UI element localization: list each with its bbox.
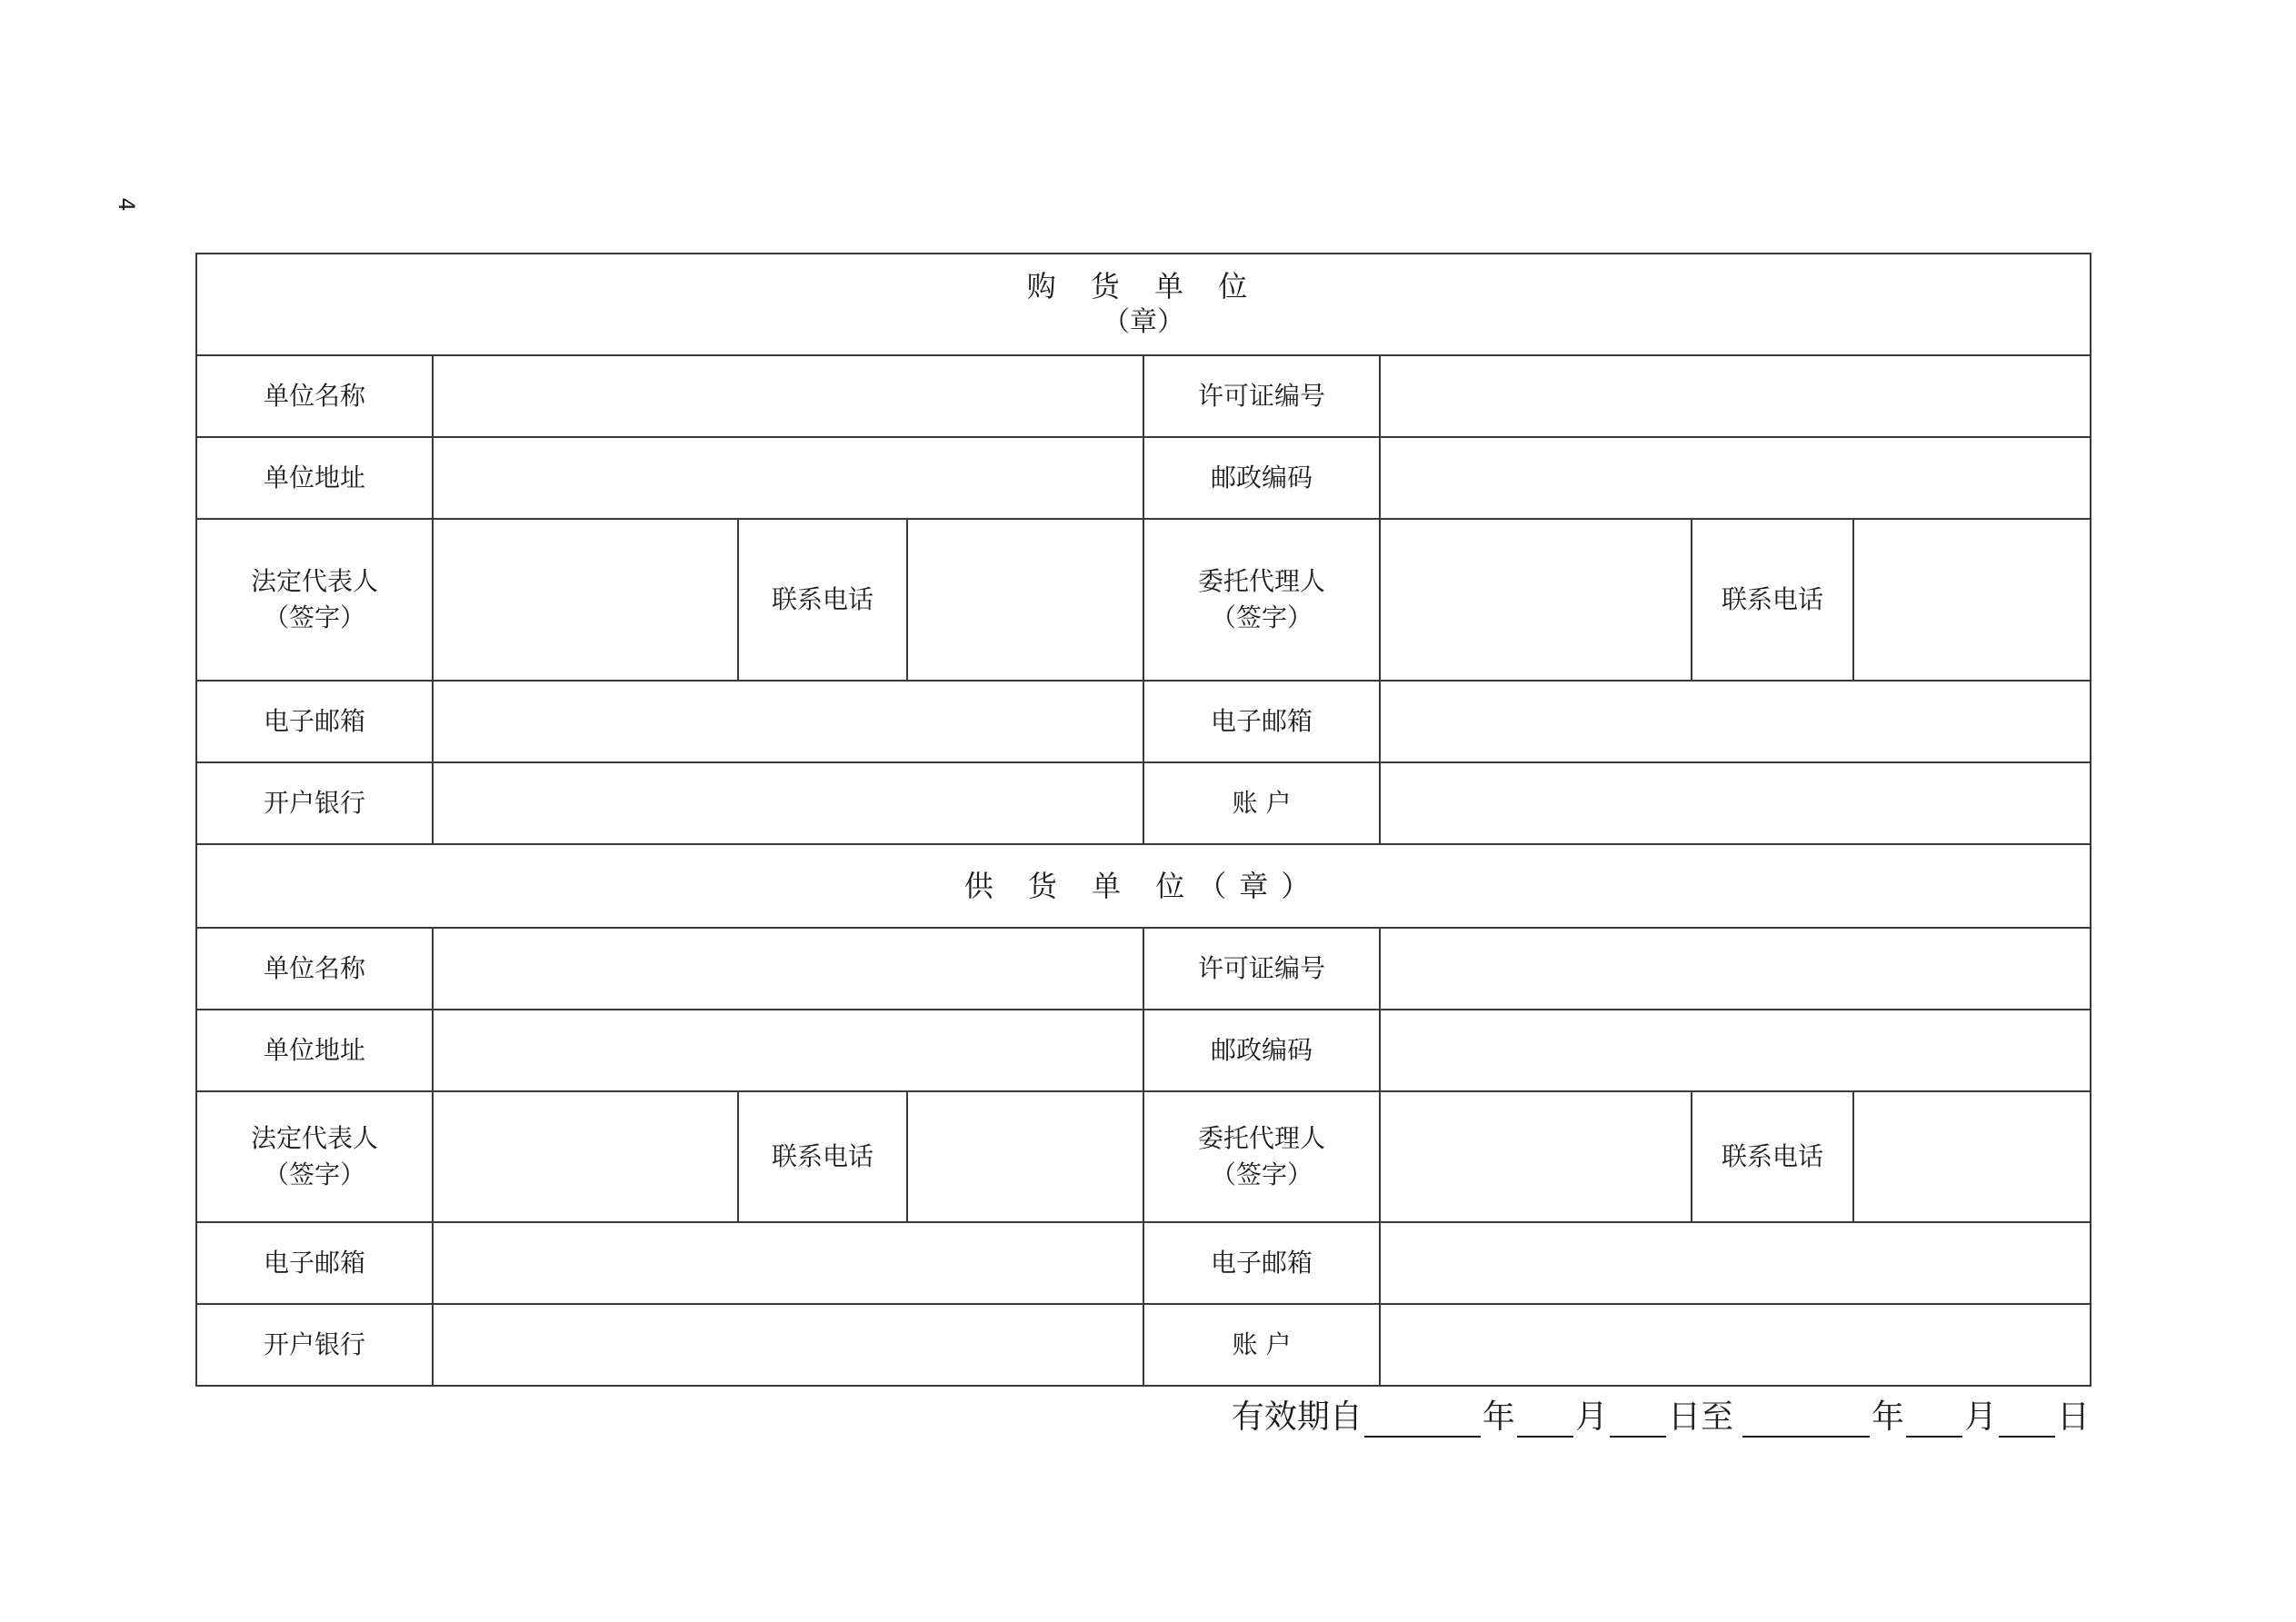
supplier-unit-address-field[interactable] <box>433 1010 1143 1091</box>
purchaser-unit-name-row <box>196 355 2091 437</box>
validity-day-to-label: 日至 <box>1667 1398 1733 1436</box>
supplier-bank-field[interactable] <box>433 1304 1143 1386</box>
supplier-agent-phone-field[interactable] <box>1853 1091 2091 1222</box>
purchaser-unit-address-label: 单位地址 <box>196 437 433 519</box>
purchaser-header-cell <box>196 254 2091 355</box>
purchaser-section-title: 购 货 单 位 <box>1026 269 1261 304</box>
purchaser-header-row <box>196 254 2091 355</box>
supplier-agent-sign-note: （签字） <box>1210 1159 1313 1189</box>
purchaser-agent-phone-label: 联系电话 <box>1692 519 1853 681</box>
purchaser-email-field[interactable] <box>433 681 1143 762</box>
validity-start-year-blank[interactable] <box>1364 1403 1481 1438</box>
purchaser-email-label-right: 电子邮箱 <box>1143 681 1380 762</box>
purchaser-legal-rep-signature-field[interactable] <box>433 519 738 681</box>
purchaser-agent-signature-field[interactable] <box>1380 519 1692 681</box>
supplier-agent-phone-label: 联系电话 <box>1692 1091 1853 1222</box>
purchaser-unit-name-label: 单位名称 <box>196 355 433 437</box>
validity-day2-label: 日 <box>2056 1398 2090 1436</box>
purchaser-postal-code-field[interactable] <box>1380 437 2091 519</box>
purchaser-representative-row <box>196 519 2091 681</box>
validity-month-label: 月 <box>1574 1398 1608 1436</box>
supplier-email-row <box>196 1222 2091 1304</box>
purchaser-unit-name-field[interactable] <box>433 355 1143 437</box>
supplier-agent-signature-field[interactable] <box>1380 1091 1692 1222</box>
purchaser-legal-rep-label-cell <box>196 519 433 681</box>
validity-year2-label: 年 <box>1871 1398 1904 1436</box>
supplier-email-field-right[interactable] <box>1380 1222 2091 1304</box>
validity-period-line <box>1182 1392 2090 1438</box>
purchaser-bank-row <box>196 762 2091 844</box>
supplier-email-label: 电子邮箱 <box>196 1222 433 1304</box>
purchaser-agent-label-cell <box>1143 519 1380 681</box>
purchaser-bank-label: 开户银行 <box>196 762 433 844</box>
purchaser-section-seal: （章） <box>1103 306 1185 338</box>
supplier-email-field[interactable] <box>433 1222 1143 1304</box>
purchaser-agent-phone-field[interactable] <box>1853 519 2091 681</box>
purchaser-license-no-label: 许可证编号 <box>1143 355 1380 437</box>
supplier-legal-rep-label: 法定代表人 <box>250 1123 378 1153</box>
supplier-account-label: 账 户 <box>1143 1304 1380 1386</box>
supplier-header-cell <box>196 844 2091 928</box>
purchaser-address-row <box>196 437 2091 519</box>
supplier-license-no-label: 许可证编号 <box>1143 928 1380 1010</box>
supplier-postal-code-label: 邮政编码 <box>1143 1010 1380 1091</box>
supplier-legal-rep-sign-note: （签字） <box>263 1159 365 1189</box>
supplier-unit-name-label: 单位名称 <box>196 928 433 1010</box>
supplier-header-row <box>196 844 2091 928</box>
supplier-account-field[interactable] <box>1380 1304 2091 1386</box>
supplier-representative-row <box>196 1091 2091 1222</box>
supplier-agent-label-cell <box>1143 1091 1380 1222</box>
purchaser-account-field[interactable] <box>1380 762 2091 844</box>
supplier-agent-label: 委托代理人 <box>1197 1123 1325 1153</box>
supplier-address-row <box>196 1010 2091 1091</box>
purchaser-email-field-right[interactable] <box>1380 681 2091 762</box>
purchaser-agent-label: 委托代理人 <box>1197 566 1325 596</box>
validity-end-month-blank[interactable] <box>1906 1403 1962 1438</box>
purchaser-unit-address-field[interactable] <box>433 437 1143 519</box>
validity-start-month-blank[interactable] <box>1517 1403 1573 1438</box>
supplier-license-no-field[interactable] <box>1380 928 2091 1010</box>
supplier-bank-label: 开户银行 <box>196 1304 433 1386</box>
supplier-unit-name-row <box>196 928 2091 1010</box>
purchaser-account-label: 账 户 <box>1143 762 1380 844</box>
supplier-bank-row <box>196 1304 2091 1386</box>
purchaser-agent-sign-note: （签字） <box>1210 602 1313 632</box>
purchaser-legal-rep-label: 法定代表人 <box>250 566 378 596</box>
validity-year-label: 年 <box>1482 1398 1515 1436</box>
validity-end-day-blank[interactable] <box>1999 1403 2055 1438</box>
supplier-section-title: 供 货 单 位（章） <box>963 869 1323 903</box>
supplier-postal-code-field[interactable] <box>1380 1010 2091 1091</box>
purchaser-legal-rep-phone-label: 联系电话 <box>738 519 907 681</box>
purchaser-email-label: 电子邮箱 <box>196 681 433 762</box>
supplier-legal-rep-phone-label: 联系电话 <box>738 1091 907 1222</box>
supplier-legal-rep-phone-field[interactable] <box>907 1091 1143 1222</box>
validity-start-day-blank[interactable] <box>1610 1403 1666 1438</box>
purchaser-license-no-field[interactable] <box>1380 355 2091 437</box>
purchase-supply-form-table <box>195 253 2091 1387</box>
purchaser-email-row <box>196 681 2091 762</box>
supplier-legal-rep-signature-field[interactable] <box>433 1091 738 1222</box>
supplier-legal-rep-label-cell <box>196 1091 433 1222</box>
supplier-unit-name-field[interactable] <box>433 928 1143 1010</box>
purchaser-postal-code-label: 邮政编码 <box>1143 437 1380 519</box>
page-number: 4 <box>114 197 139 212</box>
validity-month2-label: 月 <box>1963 1398 1997 1436</box>
supplier-unit-address-label: 单位地址 <box>196 1010 433 1091</box>
validity-prefix: 有效期自 <box>1231 1398 1363 1436</box>
supplier-email-label-right: 电子邮箱 <box>1143 1222 1380 1304</box>
purchaser-legal-rep-sign-note: （签字） <box>263 602 365 632</box>
purchaser-legal-rep-phone-field[interactable] <box>907 519 1143 681</box>
purchaser-bank-field[interactable] <box>433 762 1143 844</box>
validity-end-year-blank[interactable] <box>1742 1403 1870 1438</box>
